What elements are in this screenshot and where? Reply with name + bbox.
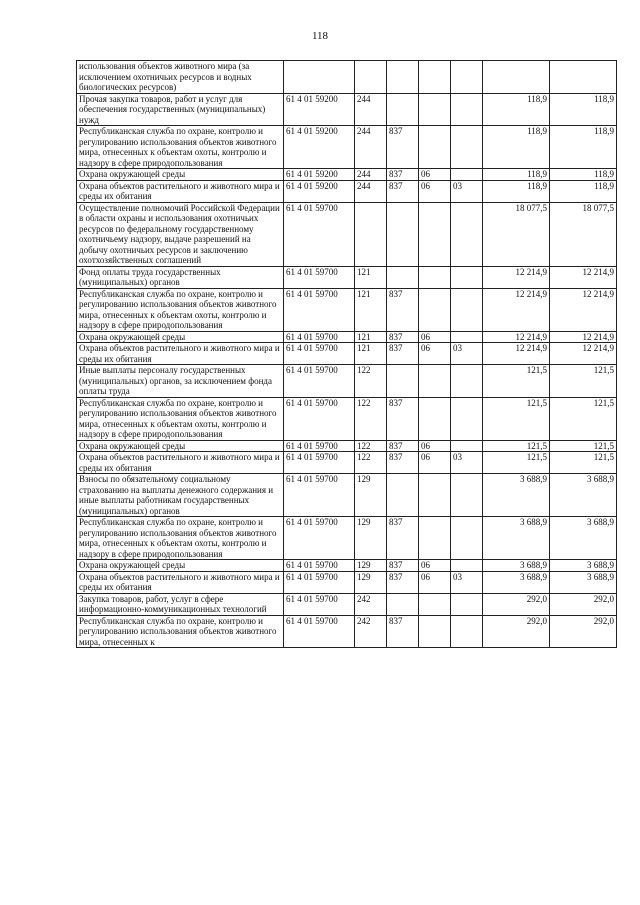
- amount-year2-cell: 18 077,5: [550, 202, 617, 266]
- administrator-cell: 837: [387, 331, 419, 343]
- amount-year2-cell: 12 214,9: [550, 331, 617, 343]
- row-name-cell: Осуществление полномочий Российской Федерации в области охраны и использования охотничьих ресурсов по федеральному государственному охотничьему надзору, выдаче разрешений на добычу охотничьих ресурсов и заключению охотхозяйственных соглашений: [77, 202, 284, 266]
- row-name-cell: Охрана окружающей среды: [77, 331, 284, 343]
- section-cell: [419, 615, 451, 648]
- section-cell: [419, 288, 451, 331]
- table-row: [77, 93, 617, 126]
- administrator-cell: [387, 474, 419, 517]
- section-cell: [419, 266, 451, 288]
- amount-year1-cell: 118,9: [483, 169, 550, 181]
- row-name-cell: Охрана объектов растительного и животного мира и среды их обитания: [77, 571, 284, 593]
- table-row: [77, 169, 617, 181]
- expense-type-cell: 129: [355, 571, 387, 593]
- expense-type-cell: [355, 61, 387, 94]
- budget-table-body: [77, 61, 617, 648]
- expense-type-cell: [355, 202, 387, 266]
- amount-year2-cell: 121,5: [550, 397, 617, 440]
- row-name-cell: Республиканская служба по охране, контролю и регулированию использования объектов животного мира, отнесенных к объектам охоты, контролю и надзору в сфере природопользования: [77, 397, 284, 440]
- table-row: [77, 474, 617, 517]
- administrator-cell: 837: [387, 517, 419, 560]
- amount-year1-cell: 121,5: [483, 452, 550, 474]
- amount-year1-cell: 121,5: [483, 397, 550, 440]
- row-name-cell: Республиканская служба по охране, контролю и регулированию использования объектов животного мира, отнесенных к объектам охоты, контролю и надзору в сфере природопользования: [77, 517, 284, 560]
- target-article-cell: 61 4 01 59700: [284, 266, 355, 288]
- target-article-cell: 61 4 01 59200: [284, 93, 355, 126]
- subsection-cell: [451, 266, 483, 288]
- expense-type-cell: 122: [355, 397, 387, 440]
- table-row: [77, 288, 617, 331]
- administrator-cell: 837: [387, 343, 419, 365]
- amount-year1-cell: 3 688,9: [483, 474, 550, 517]
- row-name-cell: Охрана окружающей среды: [77, 560, 284, 572]
- subsection-cell: [451, 93, 483, 126]
- amount-year2-cell: 118,9: [550, 93, 617, 126]
- target-article-cell: 61 4 01 59700: [284, 615, 355, 648]
- table-row: [77, 397, 617, 440]
- administrator-cell: 837: [387, 571, 419, 593]
- amount-year2-cell: 118,9: [550, 180, 617, 202]
- amount-year2-cell: [550, 61, 617, 94]
- administrator-cell: [387, 61, 419, 94]
- administrator-cell: 837: [387, 452, 419, 474]
- subsection-cell: [451, 169, 483, 181]
- row-name-cell: Иные выплаты персоналу государственных (муниципальных) органов, за исключением фонда оплаты труда: [77, 365, 284, 398]
- budget-table: [76, 60, 617, 648]
- table-row: [77, 266, 617, 288]
- expense-type-cell: 122: [355, 365, 387, 398]
- administrator-cell: 837: [387, 288, 419, 331]
- table-row: [77, 202, 617, 266]
- row-name-cell: Взносы по обязательному социальному страхованию на выплаты денежного содержания и иные выплаты работникам государственных (муниципальных) органов: [77, 474, 284, 517]
- subsection-cell: [451, 560, 483, 572]
- section-cell: 06: [419, 169, 451, 181]
- subsection-cell: [451, 593, 483, 615]
- amount-year2-cell: 121,5: [550, 365, 617, 398]
- amount-year2-cell: 3 688,9: [550, 560, 617, 572]
- target-article-cell: 61 4 01 59700: [284, 365, 355, 398]
- subsection-cell: 03: [451, 452, 483, 474]
- administrator-cell: [387, 593, 419, 615]
- amount-year1-cell: 12 214,9: [483, 288, 550, 331]
- target-article-cell: 61 4 01 59700: [284, 593, 355, 615]
- amount-year1-cell: 3 688,9: [483, 571, 550, 593]
- target-article-cell: 61 4 01 59700: [284, 452, 355, 474]
- row-name-cell: Охрана объектов растительного и животного мира и среды их обитания: [77, 180, 284, 202]
- section-cell: [419, 517, 451, 560]
- subsection-cell: 03: [451, 571, 483, 593]
- section-cell: 06: [419, 343, 451, 365]
- subsection-cell: [451, 397, 483, 440]
- expense-type-cell: 244: [355, 93, 387, 126]
- administrator-cell: 837: [387, 126, 419, 169]
- target-article-cell: 61 4 01 59200: [284, 180, 355, 202]
- row-name-cell: Охрана объектов растительного и животного мира и среды их обитания: [77, 452, 284, 474]
- table-row: [77, 126, 617, 169]
- section-cell: 06: [419, 331, 451, 343]
- subsection-cell: [451, 440, 483, 452]
- subsection-cell: 03: [451, 343, 483, 365]
- target-article-cell: 61 4 01 59700: [284, 343, 355, 365]
- table-row: [77, 61, 617, 94]
- subsection-cell: [451, 615, 483, 648]
- section-cell: [419, 93, 451, 126]
- section-cell: 06: [419, 452, 451, 474]
- target-article-cell: 61 4 01 59700: [284, 517, 355, 560]
- amount-year1-cell: 121,5: [483, 365, 550, 398]
- amount-year2-cell: 118,9: [550, 126, 617, 169]
- table-row: [77, 517, 617, 560]
- table-row: [77, 343, 617, 365]
- amount-year1-cell: 3 688,9: [483, 517, 550, 560]
- amount-year1-cell: 12 214,9: [483, 266, 550, 288]
- amount-year1-cell: 118,9: [483, 180, 550, 202]
- amount-year1-cell: 12 214,9: [483, 343, 550, 365]
- section-cell: [419, 61, 451, 94]
- amount-year2-cell: 121,5: [550, 452, 617, 474]
- target-article-cell: 61 4 01 59700: [284, 560, 355, 572]
- target-article-cell: 61 4 01 59200: [284, 126, 355, 169]
- administrator-cell: 837: [387, 169, 419, 181]
- section-cell: 06: [419, 180, 451, 202]
- section-cell: [419, 202, 451, 266]
- administrator-cell: 837: [387, 180, 419, 202]
- expense-type-cell: 121: [355, 331, 387, 343]
- section-cell: 06: [419, 560, 451, 572]
- row-name-cell: Республиканская служба по охране, контролю и регулированию использования объектов животного мира, отнесенных к: [77, 615, 284, 648]
- expense-type-cell: 121: [355, 266, 387, 288]
- amount-year1-cell: 121,5: [483, 440, 550, 452]
- table-row: [77, 593, 617, 615]
- row-name-cell: Охрана объектов растительного и животного мира и среды их обитания: [77, 343, 284, 365]
- amount-year1-cell: [483, 61, 550, 94]
- row-name-cell: Республиканская служба по охране, контролю и регулированию использования объектов животного мира, отнесенных к объектам охоты, контролю и надзору в сфере природопользования: [77, 126, 284, 169]
- section-cell: [419, 474, 451, 517]
- row-name-cell: Охрана окружающей среды: [77, 440, 284, 452]
- subsection-cell: [451, 126, 483, 169]
- administrator-cell: [387, 93, 419, 126]
- administrator-cell: 837: [387, 615, 419, 648]
- amount-year2-cell: 3 688,9: [550, 474, 617, 517]
- table-row: [77, 331, 617, 343]
- administrator-cell: 837: [387, 560, 419, 572]
- expense-type-cell: 122: [355, 440, 387, 452]
- target-article-cell: 61 4 01 59700: [284, 474, 355, 517]
- page-number: 118: [311, 30, 329, 42]
- target-article-cell: [284, 61, 355, 94]
- amount-year2-cell: 12 214,9: [550, 266, 617, 288]
- amount-year1-cell: 12 214,9: [483, 331, 550, 343]
- amount-year1-cell: 118,9: [483, 126, 550, 169]
- amount-year1-cell: 3 688,9: [483, 560, 550, 572]
- amount-year1-cell: 292,0: [483, 593, 550, 615]
- subsection-cell: [451, 61, 483, 94]
- subsection-cell: [451, 474, 483, 517]
- amount-year1-cell: 292,0: [483, 615, 550, 648]
- target-article-cell: 61 4 01 59700: [284, 331, 355, 343]
- target-article-cell: 61 4 01 59200: [284, 169, 355, 181]
- amount-year1-cell: 118,9: [483, 93, 550, 126]
- row-name-cell: Охрана окружающей среды: [77, 169, 284, 181]
- target-article-cell: 61 4 01 59700: [284, 397, 355, 440]
- amount-year2-cell: 118,9: [550, 169, 617, 181]
- administrator-cell: 837: [387, 440, 419, 452]
- amount-year2-cell: 12 214,9: [550, 343, 617, 365]
- target-article-cell: 61 4 01 59700: [284, 571, 355, 593]
- row-name-cell: Фонд оплаты труда государственных (муниципальных) органов: [77, 266, 284, 288]
- amount-year2-cell: 121,5: [550, 440, 617, 452]
- row-name-cell: Закупка товаров, работ, услуг в сфере информационно-коммуникационных технологий: [77, 593, 284, 615]
- section-cell: 06: [419, 571, 451, 593]
- subsection-cell: 03: [451, 180, 483, 202]
- section-cell: 06: [419, 440, 451, 452]
- subsection-cell: [451, 517, 483, 560]
- expense-type-cell: 129: [355, 517, 387, 560]
- subsection-cell: [451, 331, 483, 343]
- section-cell: [419, 593, 451, 615]
- amount-year2-cell: 292,0: [550, 593, 617, 615]
- expense-type-cell: 129: [355, 560, 387, 572]
- amount-year2-cell: 12 214,9: [550, 288, 617, 331]
- expense-type-cell: 121: [355, 288, 387, 331]
- table-row: [77, 571, 617, 593]
- expense-type-cell: 122: [355, 452, 387, 474]
- expense-type-cell: 244: [355, 180, 387, 202]
- table-row: [77, 452, 617, 474]
- expense-type-cell: 242: [355, 593, 387, 615]
- expense-type-cell: 242: [355, 615, 387, 648]
- section-cell: [419, 397, 451, 440]
- row-name-cell: использования объектов животного мира (за исключением охотничьих ресурсов и водных биологических ресурсов): [77, 61, 284, 94]
- row-name-cell: Республиканская служба по охране, контролю и регулированию использования объектов животного мира, отнесенных к объектам охоты, контролю и надзору в сфере природопользования: [77, 288, 284, 331]
- expense-type-cell: 121: [355, 343, 387, 365]
- amount-year2-cell: 3 688,9: [550, 517, 617, 560]
- target-article-cell: 61 4 01 59700: [284, 288, 355, 331]
- table-row: [77, 615, 617, 648]
- section-cell: [419, 365, 451, 398]
- amount-year1-cell: 18 077,5: [483, 202, 550, 266]
- administrator-cell: [387, 202, 419, 266]
- subsection-cell: [451, 288, 483, 331]
- administrator-cell: [387, 266, 419, 288]
- table-row: [77, 440, 617, 452]
- section-cell: [419, 126, 451, 169]
- administrator-cell: 837: [387, 397, 419, 440]
- expense-type-cell: 244: [355, 169, 387, 181]
- amount-year2-cell: 3 688,9: [550, 571, 617, 593]
- expense-type-cell: 129: [355, 474, 387, 517]
- expense-type-cell: 244: [355, 126, 387, 169]
- table-row: [77, 180, 617, 202]
- table-row: [77, 365, 617, 398]
- subsection-cell: [451, 365, 483, 398]
- row-name-cell: Прочая закупка товаров, работ и услуг для обеспечения государственных (муниципальных) нужд: [77, 93, 284, 126]
- administrator-cell: [387, 365, 419, 398]
- amount-year2-cell: 292,0: [550, 615, 617, 648]
- target-article-cell: 61 4 01 59700: [284, 202, 355, 266]
- table-row: [77, 560, 617, 572]
- target-article-cell: 61 4 01 59700: [284, 440, 355, 452]
- subsection-cell: [451, 202, 483, 266]
